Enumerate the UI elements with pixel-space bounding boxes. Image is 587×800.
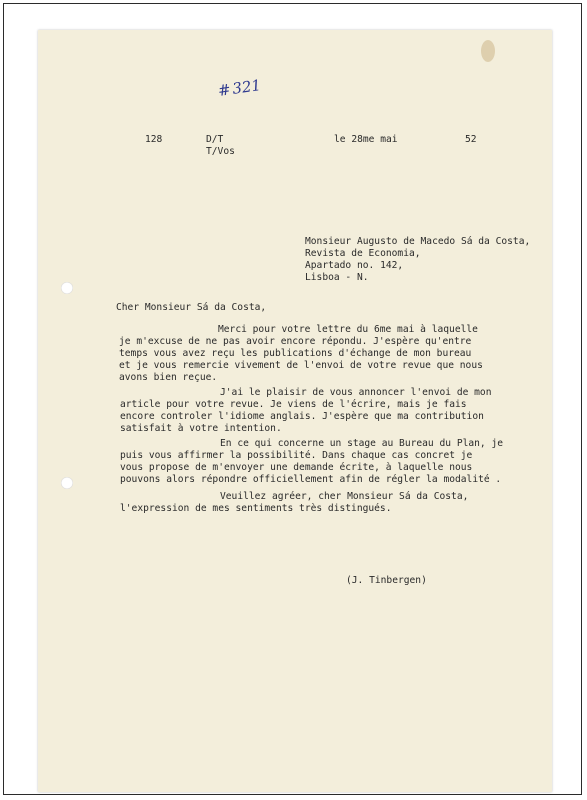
- annotation-number: 321: [231, 76, 263, 98]
- paragraph-line: encore controler l'idiome anglais. J'espère que ma contribution: [120, 411, 484, 422]
- paragraph-line: je m'excuse de ne pas avoir encore répondu. J'espère qu'entre: [119, 336, 472, 347]
- letter-year: 52: [465, 134, 477, 145]
- address-line: Monsieur Augusto de Macedo Sá da Costa,: [305, 236, 531, 247]
- signature-name: (J. Tinbergen): [346, 575, 427, 586]
- paragraph-line: puis vous affirmer la possibilité. Dans chaque cas concret je: [120, 450, 473, 461]
- annotation-mark: #: [216, 80, 232, 100]
- paragraph-line: Merci pour votre lettre du 6me mai à laquelle: [218, 324, 478, 335]
- paragraph-line: avons bien reçue.: [119, 372, 218, 383]
- paragraph-line: article pour votre revue. Je viens de l'écrire, mais je fais: [120, 399, 467, 410]
- paragraph-line: vous propose de m'envoyer une demande écrite, à laquelle nous: [120, 462, 473, 473]
- paragraph-line: temps vous avez reçu les publications d'échange de mon bureau: [119, 348, 472, 359]
- paragraph-line: l'expression de mes sentiments très distingués.: [120, 503, 392, 514]
- paragraph-line: Veuillez agréer, cher Monsieur Sá da Costa,: [220, 491, 469, 502]
- reference-initials: D/T: [206, 134, 224, 145]
- address-line: Lisboa - N.: [305, 272, 369, 283]
- salutation: Cher Monsieur Sá da Costa,: [116, 302, 267, 313]
- address-line: Apartado no. 142,: [305, 260, 404, 271]
- reference-initials-secondary: T/Vos: [206, 146, 235, 157]
- paragraph-line: J'ai le plaisir de vous annoncer l'envoi de mon: [220, 387, 492, 398]
- punch-hole-bottom: [61, 477, 73, 489]
- reference-number: 128: [145, 134, 163, 145]
- paragraph-line: satisfait à votre intention.: [120, 423, 282, 434]
- handwritten-annotation: [217, 76, 262, 100]
- letter-page: [38, 30, 552, 792]
- paragraph-line: En ce qui concerne un stage au Bureau du Plan, je: [220, 438, 504, 449]
- paragraph-line: pouvons alors répondre officiellement afin de régler la modalité .: [120, 474, 502, 485]
- paper-stain: [481, 40, 495, 62]
- address-line: Revista de Economia,: [305, 248, 421, 259]
- letter-date: le 28me mai: [334, 134, 398, 145]
- punch-hole-top: [61, 282, 73, 294]
- paragraph-line: et je vous remercie vivement de l'envoi de votre revue que nous: [119, 360, 483, 371]
